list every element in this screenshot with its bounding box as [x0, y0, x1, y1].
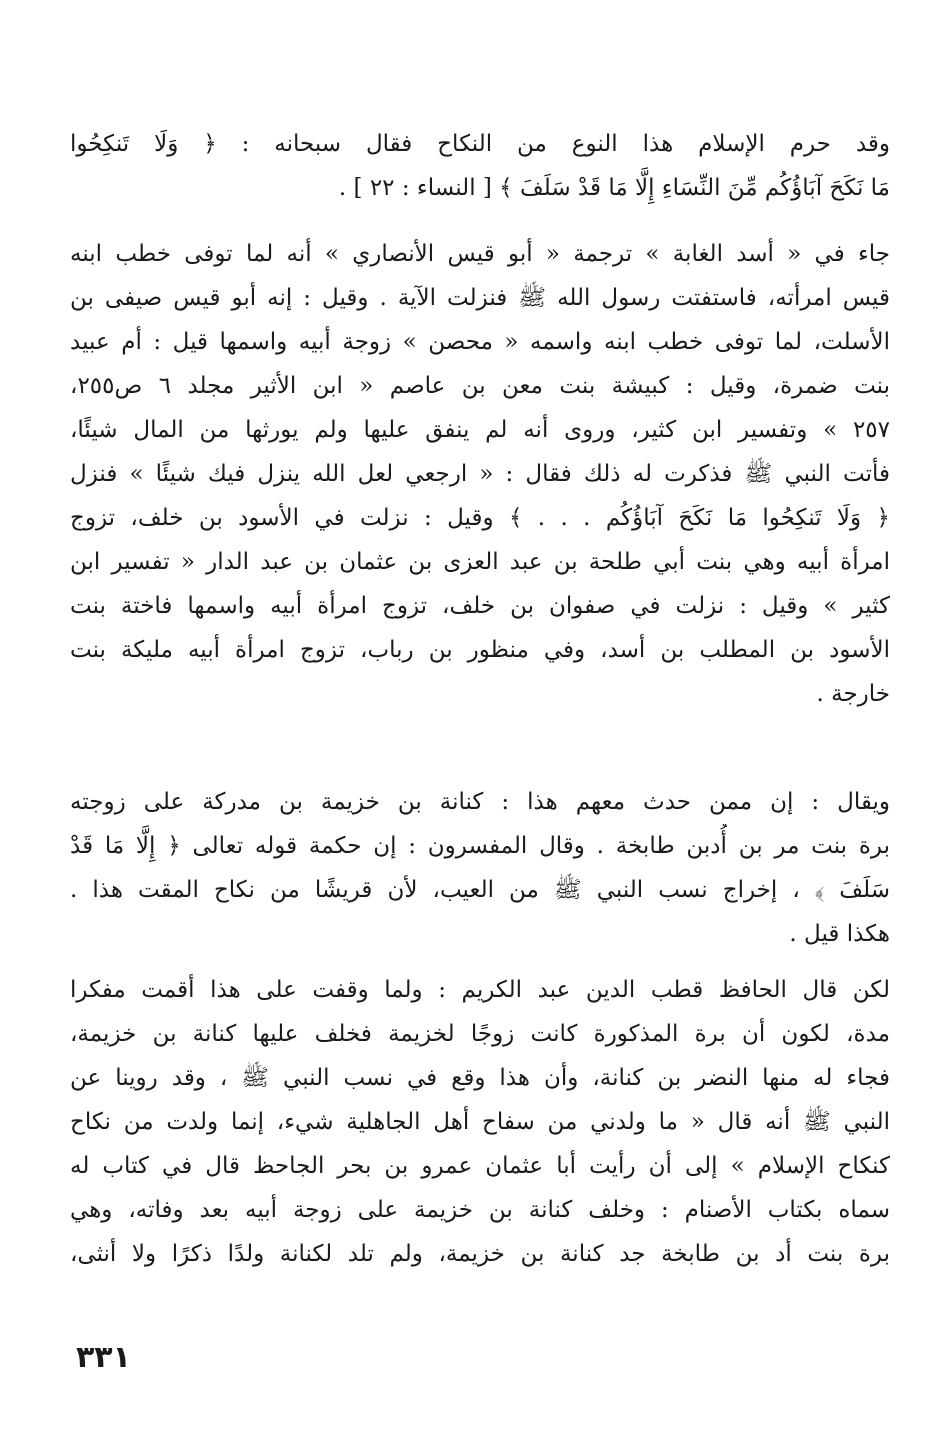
text-line: برة بنت مر بن أُدبن طابخة . وقال المفسرون : إن حكمة قوله تعالى ﴿ إِلَّا مَا قَدْ	[70, 833, 890, 859]
paragraph-3	[70, 780, 890, 956]
paragraph-1	[70, 122, 890, 210]
text-line: لكن قال الحافظ قطب الدين عبد الكريم : ولما وقفت على هذا أقمت مفكرا	[70, 977, 890, 1003]
text-line: فجاء له منها النضر بن كنانة، وأن هذا وقع في نسب النبي ﷺ ، وقد روينا عن	[70, 1065, 890, 1091]
text-line: سَلَفَ ﴾ ، إخراج نسب النبي ﷺ من العيب، لأن قريشًا من نكاح المقت هذا .	[70, 877, 890, 903]
text-line: مَا نَكَحَ آبَاؤُكُم مِّنَ النِّسَاءِ إِلَّا مَا قَدْ سَلَفَ ﴾ [ النساء : ٢٢ ] .	[338, 175, 890, 201]
text-line: قيس امرأته، فاستفتت رسول الله ﷺ فنزلت الآية . وقيل : إنه أبو قيس صيفى بن	[70, 285, 890, 311]
paragraph-2	[70, 232, 890, 716]
paragraph-4	[70, 968, 890, 1276]
text-line: جاء في « أسد الغابة » ترجمة « أبو قيس الأنصاري » أنه لما توفى خطب ابنه	[70, 241, 890, 267]
page-number: ٣٣١	[76, 1340, 131, 1375]
text-line: خارجة .	[816, 681, 890, 707]
text-line: ﴿ وَلَا تَنكِحُوا مَا نَكَحَ آبَاؤُكُم . . . ﴾ وقيل : نزلت في الأسود بن خلف، تزوج	[70, 505, 890, 531]
text-line: مدة، لكون أن برة المذكورة كانت زوجًا لخزيمة فخلف عليها كنانة بن خزيمة،	[70, 1021, 890, 1047]
text-line: كثير » وقيل : نزلت في صفوان بن خلف، تزوج امرأة أبيه واسمها فاختة بنت	[70, 593, 890, 619]
text-line: بنت ضمرة، وقيل : كبيشة بنت معن بن عاصم « ابن الأثير مجلد ٦ ص٢٥٥،	[70, 373, 890, 399]
text-line: ويقال : إن ممن حدث معهم هذا : كنانة بن خزيمة بن مدركة على زوجته	[70, 789, 890, 815]
text-line: وقد حرم الإسلام هذا النوع من النكاح فقال سبحانه : ﴿ وَلَا تَنكِحُوا	[70, 131, 890, 157]
text-line: برة بنت أد بن طابخة جد كنانة بن خزيمة، ولم تلد لكنانة ولدًا ذكرًا ولا أنثى،	[70, 1241, 890, 1267]
text-line: امرأة أبيه وهي بنت أبي طلحة بن عبد العزى بن عثمان بن عبد الدار « تفسير ابن	[70, 549, 890, 575]
text-line: كنكاح الإسلام » إلى أن رأيت أبا عثمان عمرو بن بحر الجاحظ قال في كتاب له	[70, 1153, 890, 1179]
text-line: هكذا قيل .	[789, 921, 890, 947]
text-line: النبي ﷺ أنه قال « ما ولدني من سفاح أهل الجاهلية شيء، إنما ولدت من نكاح	[70, 1109, 890, 1135]
text-line: الأسلت، لما توفى خطب ابنه واسمه « محصن » زوجة أبيه واسمها قيل : أم عبيد	[70, 329, 890, 355]
text-line: سماه بكتاب الأصنام : وخلف كنانة بن خزيمة على زوجة أبيه بعد وفاته، وهي	[70, 1197, 890, 1223]
text-line: الأسود بن المطلب بن أسد، وفي منظور بن رباب، تزوج امرأة أبيه مليكة بنت	[70, 637, 890, 663]
text-line: فأتت النبي ﷺ فذكرت له ذلك فقال : « ارجعي لعل الله ينزل فيك شيئًا » فنزل	[70, 461, 890, 487]
text-line: ٢٥٧ » وتفسير ابن كثير، وروى أنه لم ينفق عليها ولم يورثها من المال شيئًا،	[70, 417, 890, 443]
